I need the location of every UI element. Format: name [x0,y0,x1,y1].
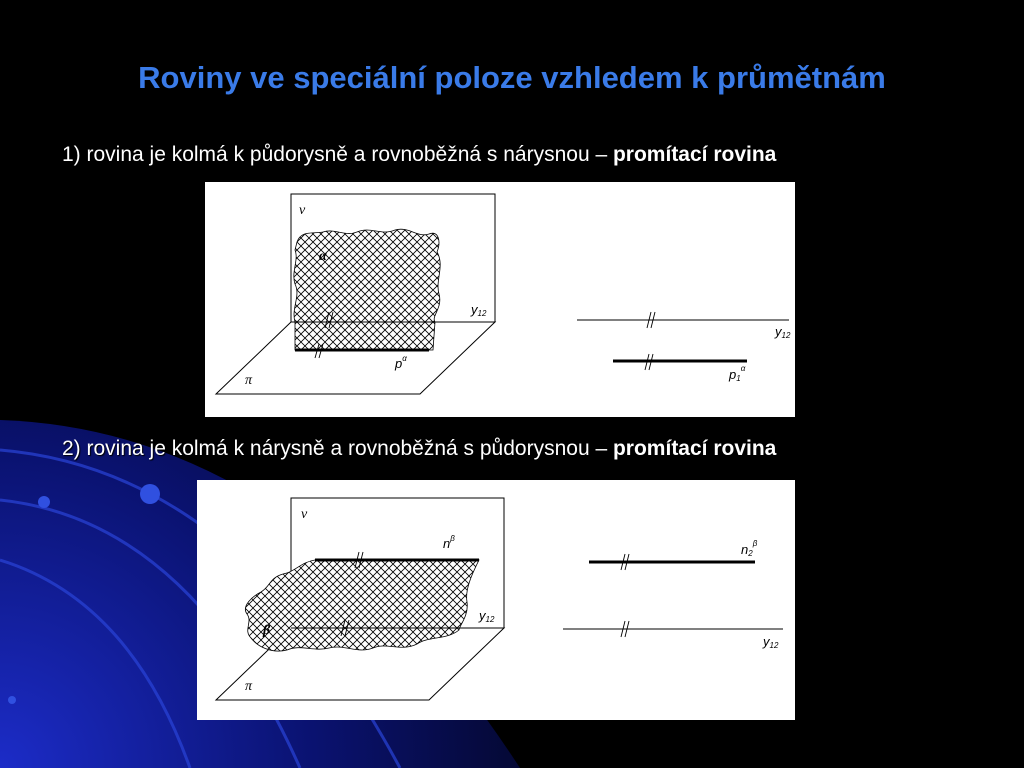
label-pi: π [245,679,253,694]
item-1-text [62,143,776,167]
label-n2-beta: $n2^\beta$ [741,539,758,558]
label-alpha: α [319,249,327,264]
label-p-alpha: $p^\alpha$ [395,354,407,371]
slide-title: Roviny ve speciální poloze vzhledem k průmětnám [138,60,886,95]
diagram-2 [197,480,795,720]
diagram-1 [205,182,795,417]
item-2-text [62,437,776,461]
label-y12-left: y12 [479,608,495,624]
item-1-prefix: 1) rovina je kolmá k půdorysně a rovnoběžná s nárysnou – [62,143,613,166]
item-2-prefix: 2) rovina je kolmá k nárysně a rovnoběžná s půdorysnou – [62,437,613,460]
item-2-bold: promítací rovina [612,437,777,460]
label-nu: ν [301,507,308,522]
label-n-beta: $n^\beta$ [443,534,455,551]
label-y12-left: y12 [471,302,487,318]
diagram-1-svg [205,182,795,417]
diagram-2-svg [197,480,795,720]
label-pi: π [245,373,253,388]
label-y12-right: y12 [763,634,779,650]
plane-alpha [294,229,440,350]
label-beta: β [263,623,271,638]
label-y12-right: y12 [775,324,791,340]
plane-beta [245,560,479,651]
label-p1-alpha: $p1^\alpha$ [729,364,746,383]
label-nu: ν [299,203,306,218]
item-1-bold: promítací rovina [612,143,777,166]
